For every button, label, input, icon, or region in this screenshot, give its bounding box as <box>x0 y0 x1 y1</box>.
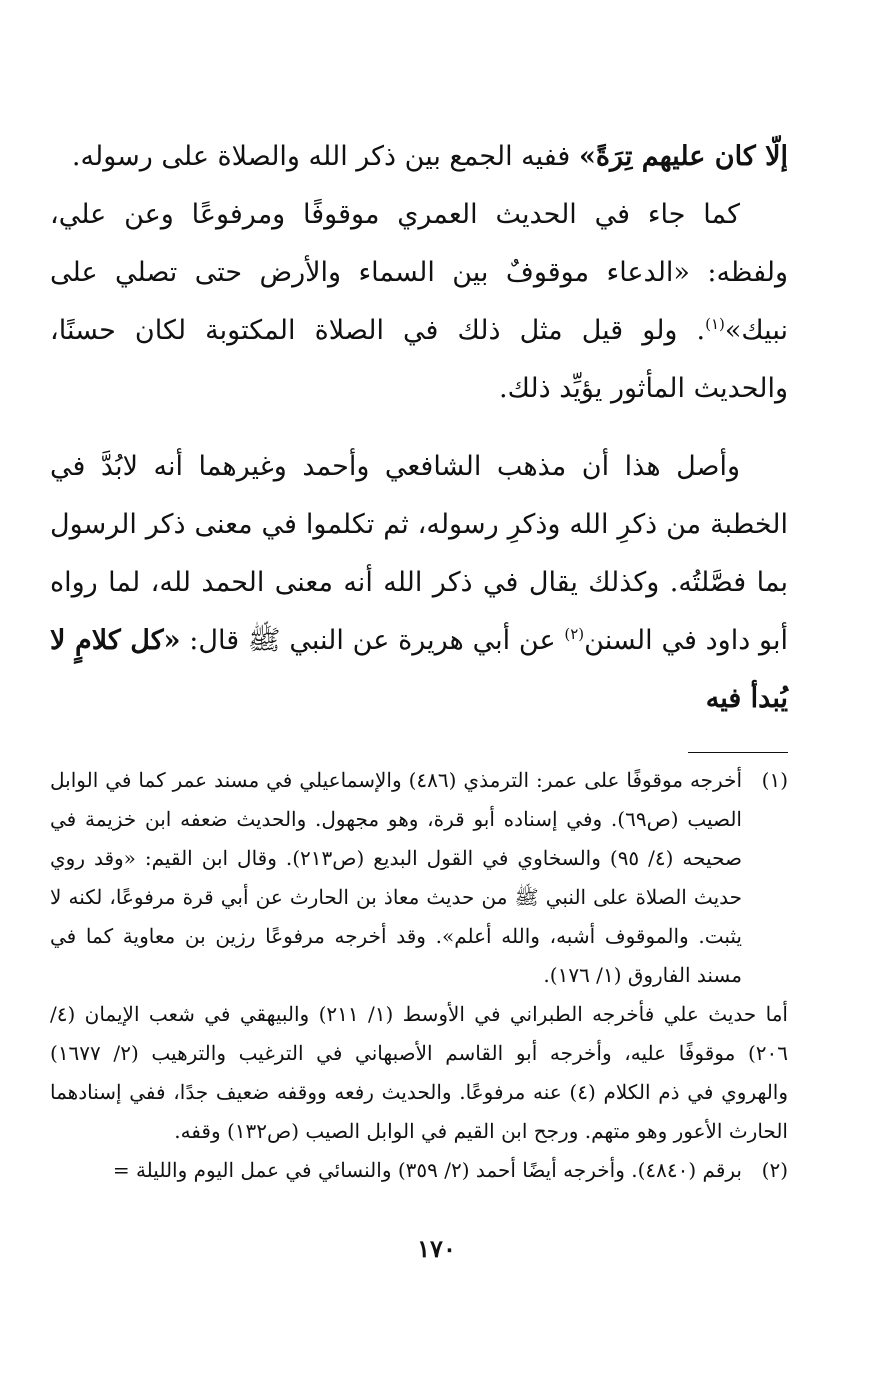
paragraph-1 <box>50 128 788 186</box>
paragraph-3-text-b: عن أبي هريرة عن النبي ﷺ قال: <box>180 625 565 656</box>
paragraph-2-text-b: . ولو قيل مثل ذلك في الصلاة المكتوبة لكان حسنًا، والحديث المأثور يؤيِّد ذلك. <box>50 315 788 404</box>
paragraph-2 <box>50 186 788 418</box>
footnote-ref-2: (٢) <box>564 625 585 643</box>
paragraph-3-text-a: وأصل هذا أن مذهب الشافعي وأحمد وغيرهما أنه لابُدَّ في الخطبة من ذكرِ الله وذكرِ رسوله، ثم تكلموا في معنى ذكر الرسول بما فصَّلتُه. وكذلك يقال في ذكر الله أنه معنى الحمد لله، لما رواه أبو داود في السنن <box>50 451 788 656</box>
footnote-ref-1: (١) <box>705 315 725 333</box>
footnote-2-number: (٢) <box>761 1158 788 1182</box>
footnote-1-text: أخرجه موقوفًا على عمر: الترمذي (٤٨٦) والإسماعيلي في مسند عمر كما في الوابل الصيب (ص٦٩). وفي إسناده أبو قرة، وهو مجهول. والحديث ضعفه ابن خزيمة في صحيحه (٤/ ٩٥) والسخاوي في القول البديع (ص٢١٣). وقال ابن القيم: «وقد روي حديث الصلاة على النبي ﷺ من حديث معاذ بن الحارث عن أبي قرة مرفوعًا، لكنه لا يثبت. والموقوف أشبه، والله أعلم». وقد أخرجه مرفوعًا رزين بن معاوية كما في مسند الفاروق (١/ ١٧٦). <box>50 768 743 987</box>
main-text <box>50 128 788 728</box>
footnote-1-number: (١) <box>761 768 788 792</box>
hadith-quote-start: «كل كلامٍ لا يُبدأ فيه <box>50 625 788 714</box>
paragraph-2-text-a: كما جاء في الحديث العمري موقوفًا ومرفوعًا وعن علي، ولفظه: «الدعاء موقوفٌ بين السماء والأرض حتى تصلي على نبيك» <box>50 199 788 346</box>
hadith-quote-end: إلّا كان عليهم تِرَةً» <box>578 141 788 172</box>
paragraph-1-text: ففيه الجمع بين ذكر الله والصلاة على رسوله. <box>71 141 579 172</box>
page-body <box>50 128 788 1190</box>
footnote-1-continued: أما حديث علي فأخرجه الطبراني في الأوسط (١/ ٢١١) والبيهقي في شعب الإيمان (٤/ ٢٠٦) موقوفًا عليه، وأخرجه أبو القاسم الأصبهاني في الترغيب والترهيب (٢/ ١٦٧٧) والهروي في ذم الكلام (٤) عنه مرفوعًا. والحديث رفعه ووقفه ضعيف جدًا، ففي إسنادهما الحارث الأعور وهو متهم. ورجح ابن القيم في الوابل الصيب (ص١٣٢) وقفه. <box>50 1002 789 1143</box>
footnote-2 <box>50 1151 788 1190</box>
footnote-2-text: برقم (٤٨٤٠). وأخرجه أيضًا أحمد (٢/ ٣٥٩) والنسائي في عمل اليوم والليلة = <box>112 1158 742 1182</box>
footnote-1 <box>50 761 788 995</box>
paragraph-3 <box>50 438 788 728</box>
footnote-separator <box>688 752 788 753</box>
page-number: ١٧٠ <box>417 1234 456 1263</box>
footnotes <box>50 761 788 1190</box>
